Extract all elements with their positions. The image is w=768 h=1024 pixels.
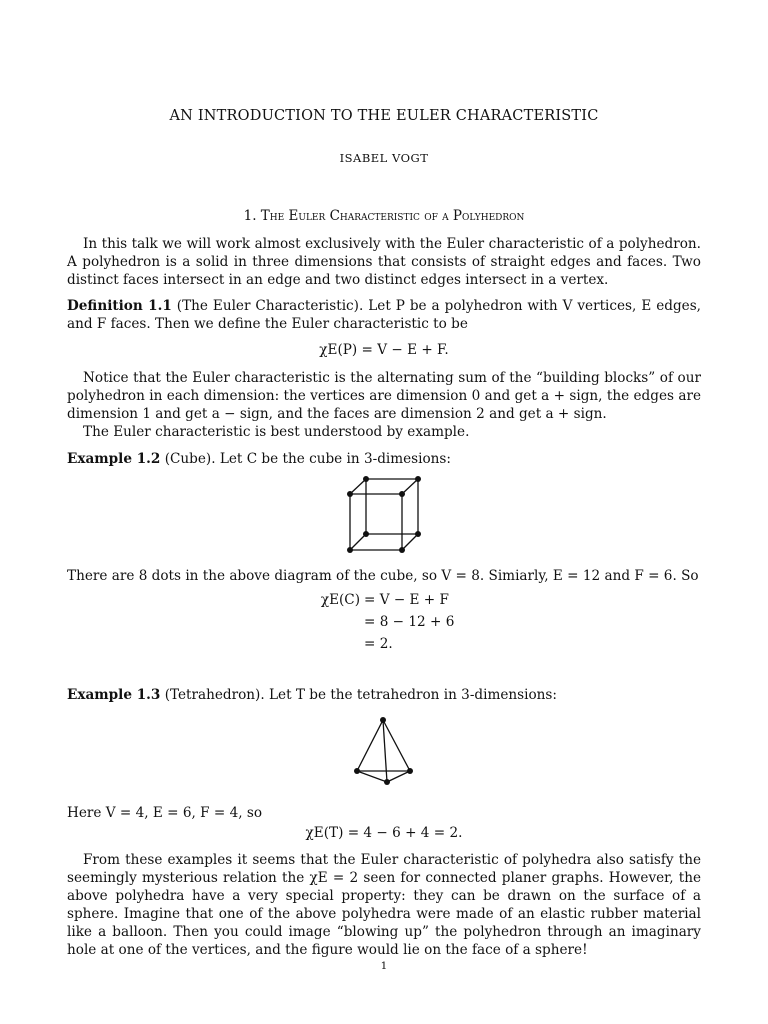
definition-text: Let P be a polyhedron with V vertices, E edges, and F faces. Then we define the Euler characteristic to be bbox=[67, 298, 701, 332]
cube-edge bbox=[350, 479, 366, 494]
cube-vertex bbox=[399, 547, 405, 553]
example-cube-heading bbox=[67, 450, 701, 468]
cube-after-text: There are 8 dots in the above diagram of the cube, so V = 8. Simiarly, E = 12 and F = 6. So bbox=[67, 568, 699, 584]
cube-edge bbox=[402, 534, 418, 550]
definition-label: Definition 1.1 bbox=[67, 298, 172, 314]
cube-vertex bbox=[399, 491, 405, 497]
example-tetra-name: (Tetrahedron). bbox=[164, 687, 265, 703]
cube-vertex bbox=[347, 547, 353, 553]
cube-vertex bbox=[415, 531, 421, 537]
tetra-vertex bbox=[354, 768, 360, 774]
cube-figure bbox=[340, 472, 430, 558]
notice-paragraph: Notice that the Euler characteristic is the alternating sum of the “building blocks” of our polyhedron in each dimension: the vertices are dimension 0 and get a + sign, the edges are dimension 1 and get a − sign, and the faces are dimension 2 and get a + sign. bbox=[67, 370, 701, 422]
tetra-vertex bbox=[407, 768, 413, 774]
definition-name: (The Euler Characteristic). bbox=[176, 298, 364, 314]
cube-edge bbox=[402, 479, 418, 494]
tetra-after-text: Here V = 4, E = 6, F = 4, so bbox=[67, 805, 263, 821]
cube-equation-lhs: χE(C) bbox=[320, 592, 360, 608]
example-tetra-heading bbox=[67, 686, 701, 704]
tetra-edge bbox=[357, 720, 383, 771]
section-number: 1. bbox=[243, 208, 257, 224]
tetra-edge bbox=[357, 771, 387, 782]
cube-vertex bbox=[363, 531, 369, 537]
tetrahedron-figure bbox=[348, 714, 418, 790]
tetra-vertex bbox=[384, 779, 390, 785]
definition-block bbox=[67, 297, 701, 333]
cube-equation-line: = V − E + F bbox=[364, 592, 449, 608]
tetra-edge bbox=[383, 720, 387, 782]
cube-equation-line: = 2. bbox=[364, 636, 393, 652]
tetra-vertex bbox=[380, 717, 386, 723]
tetra-edge bbox=[387, 771, 410, 782]
example-tetra-text: Let T be the tetrahedron in 3-dimensions: bbox=[269, 687, 557, 703]
best-paragraph: The Euler characteristic is best understood by example. bbox=[83, 424, 470, 440]
tetra-equation: χE(T) = 4 − 6 + 4 = 2. bbox=[305, 825, 463, 841]
cube-equation-line: = 8 − 12 + 6 bbox=[364, 614, 455, 630]
paper-title: AN INTRODUCTION TO THE EULER CHARACTERISTIC bbox=[169, 108, 599, 124]
example-cube-label: Example 1.2 bbox=[67, 451, 161, 467]
section-heading bbox=[0, 208, 768, 224]
cube-equation bbox=[0, 590, 768, 656]
author-name: ISABEL VOGT bbox=[339, 151, 429, 165]
cube-edge bbox=[350, 534, 366, 550]
cube-vertex bbox=[415, 476, 421, 482]
example-cube-text: Let C be the cube in 3-dimesions: bbox=[219, 451, 451, 467]
definition-equation: χE(P) = V − E + F. bbox=[319, 342, 449, 358]
example-tetra-label: Example 1.3 bbox=[67, 687, 161, 703]
tetra-edge bbox=[383, 720, 410, 771]
page-number: 1 bbox=[380, 960, 388, 972]
intro-paragraph: In this talk we will work almost exclusively with the Euler characteristic of a polyhedron. A polyhedron is a solid in three dimensions that consists of straight edges and faces. Two distinct faces intersect in an edge and two distinct edges intersect in a vertex. bbox=[67, 236, 701, 288]
section-title: The Euler Characteristic of a Polyhedron bbox=[260, 208, 525, 224]
closing-paragraph: From these examples it seems that the Euler characteristic of polyhedra also satisfy the seemingly mysterious relation the χE = 2 seen for connected planer graphs. However, the above polyhedra have a very special property: they can be drawn on the surface of a sphere. Imagine that one of the above polyhedra were made of an elastic rubber material like a balloon. Then you could image “blowing up” the polyhedron through an imaginary hole at one of the vertices, and the figure would lie on the face of a sphere! bbox=[67, 852, 701, 958]
example-cube-name: (Cube). bbox=[164, 451, 216, 467]
cube-vertex bbox=[347, 491, 353, 497]
cube-vertex bbox=[363, 476, 369, 482]
